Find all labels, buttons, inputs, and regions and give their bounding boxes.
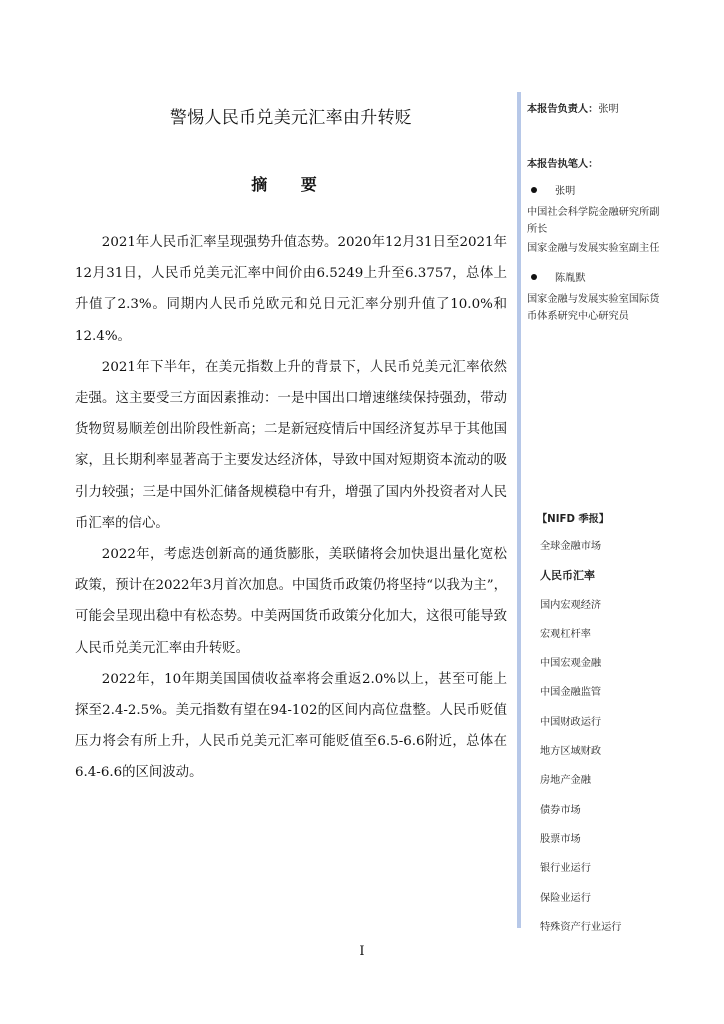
nifd-series-item: 特殊资产行业运行 — [540, 921, 622, 933]
nifd-series-item: 中国财政运行 — [540, 716, 602, 728]
nifd-series-item: 地方区域财政 — [540, 746, 602, 758]
nifd-series-item: 国内宏观经济 — [540, 599, 602, 611]
nifd-series-item: 债券市场 — [540, 804, 581, 816]
nifd-series-nav — [527, 510, 662, 949]
author-name: 陈胤默 — [555, 273, 586, 284]
abstract-heading: 摘 要 — [251, 175, 331, 194]
nifd-series-item: 保险业运行 — [540, 892, 591, 904]
sidebar-authors — [527, 100, 662, 325]
abstract-paragraph: 2021年人民币汇率呈现强势升值态势。2020年12月31日至2021年12月31日，人民币兑美元汇率中间价由6.5249上升至6.3757，总体上升值了2.3%。同期内人民币兑欧元和兑日元汇率分别升值了10.0%和12.4%。 — [75, 235, 507, 344]
nifd-series-item: 全球金融市场 — [540, 541, 602, 552]
nifd-series-title: 【NIFD 季报】 — [537, 514, 610, 525]
report-main-column — [75, 95, 507, 789]
author-entry — [527, 182, 662, 197]
author-name: 张明 — [555, 186, 576, 197]
nifd-series-list — [527, 539, 662, 949]
abstract-paragraph: 2022年，10年期美国国债收益率将会重返2.0%以上，甚至可能上探至2.4-2.5%。美元指数有望在94-102的区间内高位盘整。人民币贬值压力将会有所上升，人民币兑美元汇率可能贬值至6.5-6.6附近，总体在6.4-6.6的区间波动。 — [75, 671, 507, 781]
authors-label: 本报告执笔人： — [527, 159, 599, 170]
authors-section — [527, 155, 662, 325]
abstract-paragraph: 2022年，考虑迭创新高的通货膨胀，美联储将会加快退出量化宽松政策，预计在2022年3月首次加息。中国货币政策仍将坚持“以我为主”，可能会呈现出稳中有松态势。中美两国货币政策分化加大，这很可能导致人民币兑美元汇率由升转贬。 — [75, 547, 507, 656]
responsible-label: 本报告负责人： — [527, 104, 599, 115]
nifd-series-item-current: 人民币汇率 — [540, 569, 595, 583]
author-affiliation: 中国社会科学院金融研究所副所长 — [527, 207, 660, 235]
nifd-series-item: 中国宏观金融 — [540, 658, 602, 670]
nifd-series-item: 房地产金融 — [540, 775, 591, 787]
abstract-paragraph: 2021年下半年，在美元指数上升的背景下，人民币兑美元汇率依然走强。这主要受三方面因素推动：一是中国出口增速继续保持强劲，带动货物贸易顺差创出阶段性新高；二是新冠疫情后中国经济复苏早于其他国家，且长期利率显著高于主要发达经济体，导致中国对短期资本流动的吸引力较强；三是中国外汇储备规模稳中有升，增强了国内外投资者对人民币汇率的信心。 — [75, 359, 507, 531]
author-affiliation: 国家金融与发展实验室副主任 — [527, 243, 660, 254]
abstract-body — [75, 227, 507, 789]
bullet-icon — [531, 187, 537, 193]
page-number: I — [359, 944, 365, 959]
author-affiliation: 国家金融与发展实验室国际货币体系研究中心研究员 — [527, 294, 660, 322]
responsible-name: 张明 — [598, 104, 619, 115]
author-entry — [527, 269, 662, 284]
nifd-series-item: 股票市场 — [540, 833, 581, 845]
nifd-series-item: 银行业运行 — [540, 863, 591, 875]
responsible-row — [527, 100, 662, 115]
nifd-series-item: 宏观杠杆率 — [540, 628, 591, 640]
sidebar-divider — [517, 92, 521, 928]
bullet-icon — [531, 274, 537, 280]
nifd-series-item: 中国金融监管 — [540, 687, 602, 699]
report-title: 警惕人民币兑美元汇率由升转贬 — [169, 108, 413, 128]
